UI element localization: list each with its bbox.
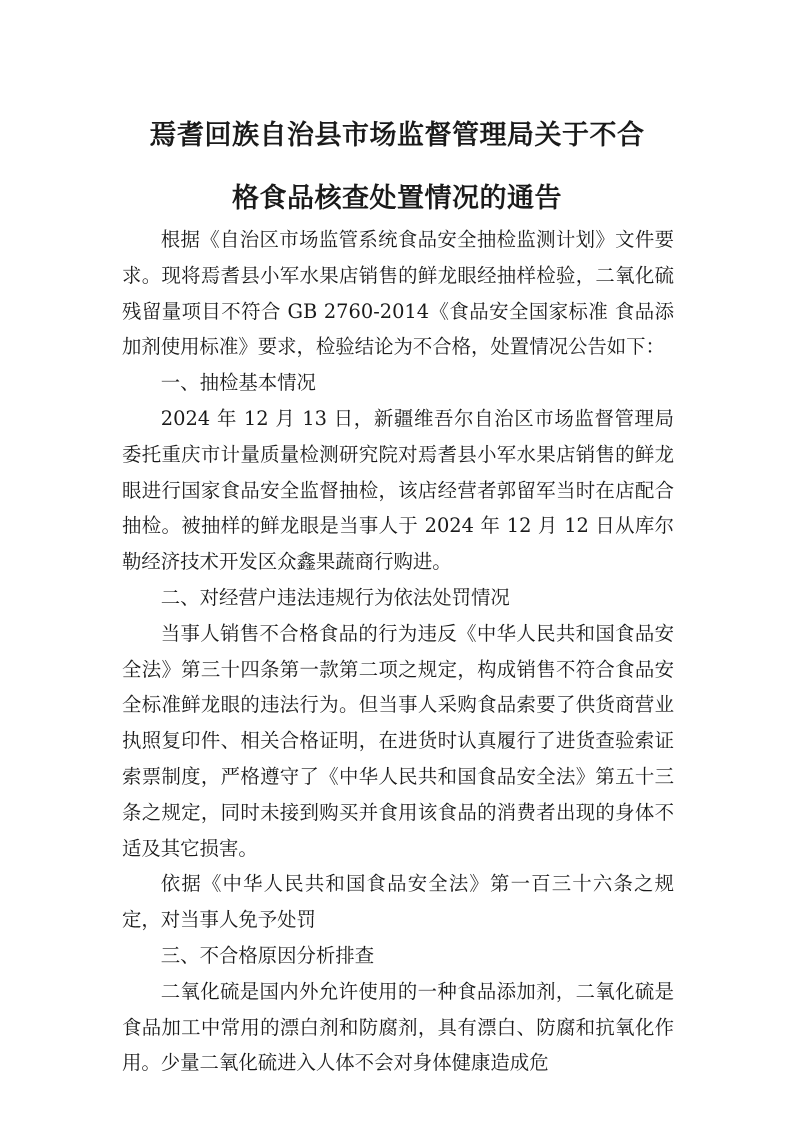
paragraph-intro: 根据《自治区市场监管系统食品安全抽检监测计划》文件要求。现将焉耆县小军水果店销售的鲜龙眼经抽样检验，二氧化硫残留量项目不符合 GB 2760-2014《食品安全国家标准 食品添加剂使用标准》要求，检验结论为不合格，处置情况公告如下： [122, 228, 674, 359]
document-title [110, 104, 684, 230]
paragraph-cause-analysis: 二氧化硫是国内外允许使用的一种食品添加剂，二氧化硫是食品加工中常用的漂白剂和防腐剂，具有漂白、防腐和抗氧化作用。少量二氧化硫进入人体不会对身体健康造成危 [122, 979, 674, 1075]
title-line-2: 格食品核查处置情况的通告 [232, 183, 562, 214]
paragraph-sampling: 2024 年 12 月 13 日，新疆维吾尔自治区市场监督管理局委托重庆市计量质量检测研究院对焉耆县小军水果店销售的鲜龙眼进行国家食品安全监督抽检，该店经营者郭留军当时在店配合抽检。被抽样的鲜龙眼是当事人于 2024 年 12 月 12 日从库尔勒经济技术开发区众鑫果蔬商行购进。 [122, 406, 674, 574]
section-heading-3: 三、不合格原因分析排查 [160, 943, 375, 967]
paragraph-violation: 当事人销售不合格食品的行为违反《中华人民共和国食品安全法》第三十四条第一款第二项之规定，构成销售不符合食品安全标准鲜龙眼的违法行为。但当事人采购食品索要了供货商营业执照复印件、相关合格证明，在进货时认真履行了进货查验索证索票制度，严格遵守了《中华人民共和国食品安全法》第五十三条之规定，同时未接到购买并食用该食品的消费者出现的身体不适及其它损害。 [122, 621, 674, 860]
section-heading-1: 一、抽检基本情况 [160, 371, 316, 395]
title-line-1: 焉耆回族自治县市场监督管理局关于不合 [149, 120, 645, 151]
document-body [122, 222, 674, 1081]
section-heading-2: 二、对经营户违法违规行为依法处罚情况 [160, 585, 510, 609]
paragraph-penalty-basis: 依据《中华人民共和国食品安全法》第一百三十六条之规定，对当事人免予处罚 [122, 872, 674, 932]
